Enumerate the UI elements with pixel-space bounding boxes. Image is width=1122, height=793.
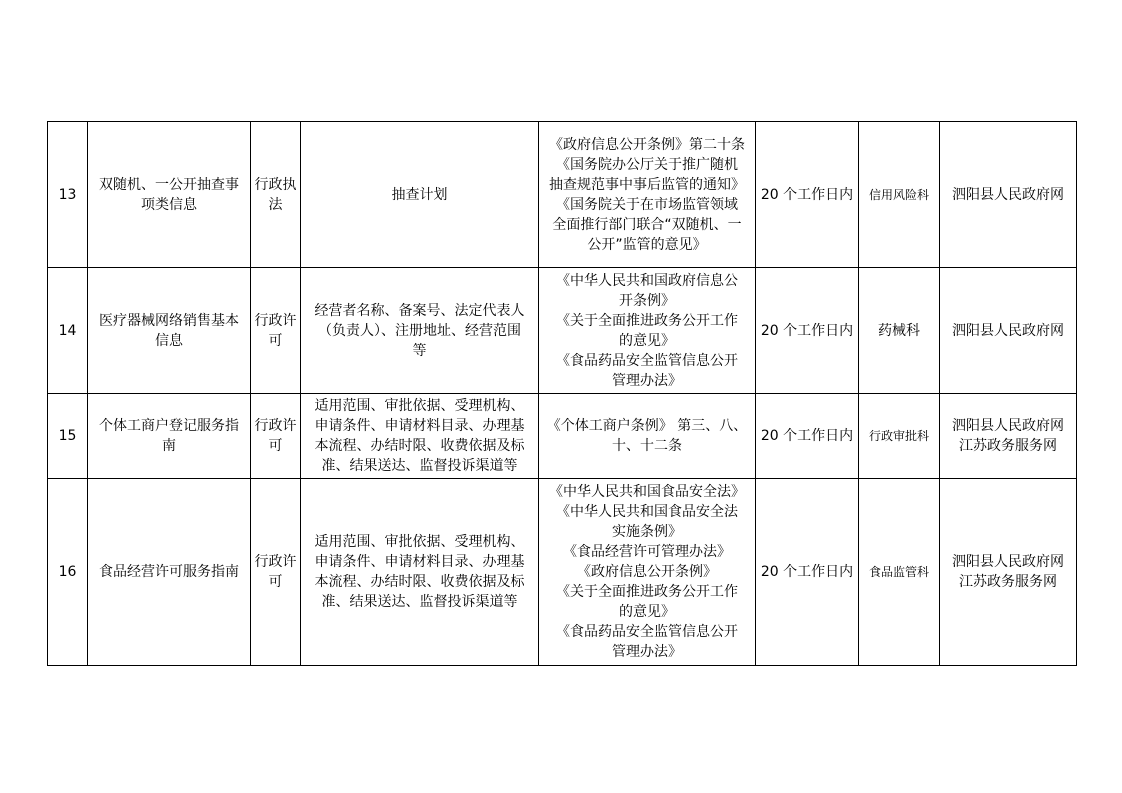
row-number: 16	[48, 479, 88, 666]
item-category	[251, 394, 301, 479]
responsible-dept: 信用风险科	[859, 122, 940, 268]
responsible-dept: 食品监管科	[859, 479, 940, 666]
publish-channel-line: 泗阳县人民政府网	[952, 322, 1064, 339]
item-content-line: 适用范围、审批依据、受理机构、	[314, 534, 525, 550]
legal-basis-line: 《中华人民共和国政府信息公	[556, 272, 738, 289]
legal-basis-line: 开条例》	[619, 292, 675, 309]
legal-basis-line: 《食品药品安全监管信息公开	[556, 352, 738, 369]
legal-basis-line: 《个体工商户条例》 第三、八、	[546, 418, 748, 434]
item-content-line: 申请条件、申请材料目录、办理基	[314, 418, 525, 434]
item-category-line: 行政许	[254, 554, 297, 570]
legal-basis-line: 的意见》	[619, 332, 675, 349]
item-name-line: 医疗器械网络销售基本	[99, 312, 239, 329]
item-content	[301, 479, 539, 666]
legal-basis	[539, 268, 756, 394]
disclosure-table	[47, 121, 1077, 666]
item-name-line: 双随机、一公开抽查事	[99, 176, 239, 193]
table-row	[48, 268, 1077, 394]
legal-basis-line: 《政府信息公开条例》	[577, 564, 717, 580]
item-category-line: 可	[268, 438, 283, 454]
item-content	[301, 122, 539, 268]
legal-basis-line: 《关于全面推进政务公开工作	[556, 584, 738, 600]
time-limit: 20 个工作日内	[756, 394, 859, 479]
legal-basis-line: 《政府信息公开条例》第二十条	[549, 136, 745, 153]
publish-channel-line: 泗阳县人民政府网	[952, 186, 1064, 203]
table-row	[48, 479, 1077, 666]
item-name	[88, 479, 251, 666]
legal-basis-line: 的意见》	[619, 604, 675, 620]
table-row	[48, 122, 1077, 268]
item-category	[251, 479, 301, 666]
item-content-line: 抽查计划	[391, 186, 448, 203]
item-name	[88, 268, 251, 394]
item-content-line: 准、结果送达、监督投诉渠道等	[321, 458, 518, 474]
item-category-line: 可	[268, 574, 283, 590]
publish-channel-line: 江苏政务服务网	[959, 574, 1057, 590]
item-name-line: 信息	[155, 332, 183, 349]
item-content-line: 经营者名称、备案号、法定代表人	[314, 302, 525, 319]
publish-channel	[940, 479, 1077, 666]
item-category	[251, 268, 301, 394]
publish-channel	[940, 268, 1077, 394]
legal-basis-line: 《食品药品安全监管信息公开	[556, 624, 738, 640]
time-limit: 20 个工作日内	[756, 479, 859, 666]
legal-basis-line: 十、十二条	[612, 438, 682, 454]
row-number: 13	[48, 122, 88, 268]
item-content-line: 本流程、办结时限、收费依据及标	[314, 574, 525, 590]
legal-basis-line: 实施条例》	[612, 524, 682, 540]
legal-basis-line: 《中华人民共和国食品安全法	[556, 504, 738, 520]
item-name-line: 南	[162, 438, 176, 454]
item-category-line: 可	[268, 332, 283, 349]
responsible-dept: 药械科	[859, 268, 940, 394]
item-content-line: 准、结果送达、监督投诉渠道等	[321, 594, 518, 610]
item-name-line: 项类信息	[141, 196, 197, 213]
item-category-line: 行政许	[254, 312, 297, 329]
row-number: 15	[48, 394, 88, 479]
table-body	[48, 122, 1077, 666]
item-content-line: 本流程、办结时限、收费依据及标	[314, 438, 525, 454]
publish-channel-line: 泗阳县人民政府网	[952, 418, 1064, 434]
item-name	[88, 122, 251, 268]
publish-channel-line: 江苏政务服务网	[959, 438, 1057, 454]
publish-channel-line: 泗阳县人民政府网	[952, 554, 1064, 570]
legal-basis	[539, 122, 756, 268]
legal-basis-line: 管理办法》	[612, 372, 682, 389]
legal-basis-line: 《关于全面推进政务公开工作	[556, 312, 738, 329]
item-content-line: 等	[412, 342, 427, 359]
item-category-line: 行政许	[254, 418, 297, 434]
item-category-line: 法	[268, 196, 283, 213]
legal-basis	[539, 394, 756, 479]
publish-channel	[940, 122, 1077, 268]
item-content-line: 适用范围、审批依据、受理机构、	[314, 398, 525, 414]
time-limit: 20 个工作日内	[756, 268, 859, 394]
item-name-line: 食品经营许可服务指南	[99, 564, 239, 580]
legal-basis-line: 全面推行部门联合“双随机、一	[552, 216, 742, 233]
legal-basis-line: 抽查规范事中事后监管的通知》	[549, 176, 745, 193]
legal-basis-line: 《中华人民共和国食品安全法》	[549, 484, 745, 500]
time-limit: 20 个工作日内	[756, 122, 859, 268]
responsible-dept: 行政审批科	[859, 394, 940, 479]
legal-basis-line: 《国务院办公厅关于推广随机	[556, 156, 738, 173]
item-content	[301, 394, 539, 479]
item-content-line: （负责人）、注册地址、经营范围	[318, 322, 521, 339]
legal-basis-line: 《国务院关于在市场监管领域	[556, 196, 738, 213]
row-number: 14	[48, 268, 88, 394]
legal-basis-line: 管理办法》	[612, 644, 682, 660]
item-content	[301, 268, 539, 394]
publish-channel	[940, 394, 1077, 479]
item-name-line: 个体工商户登记服务指	[99, 418, 239, 434]
legal-basis-line: 《食品经营许可管理办法》	[563, 544, 731, 560]
item-category	[251, 122, 301, 268]
legal-basis	[539, 479, 756, 666]
item-name	[88, 394, 251, 479]
table-row	[48, 394, 1077, 479]
legal-basis-line: 公开”监管的意见》	[587, 236, 707, 253]
item-content-line: 申请条件、申请材料目录、办理基	[314, 554, 525, 570]
item-category-line: 行政执	[254, 176, 297, 193]
